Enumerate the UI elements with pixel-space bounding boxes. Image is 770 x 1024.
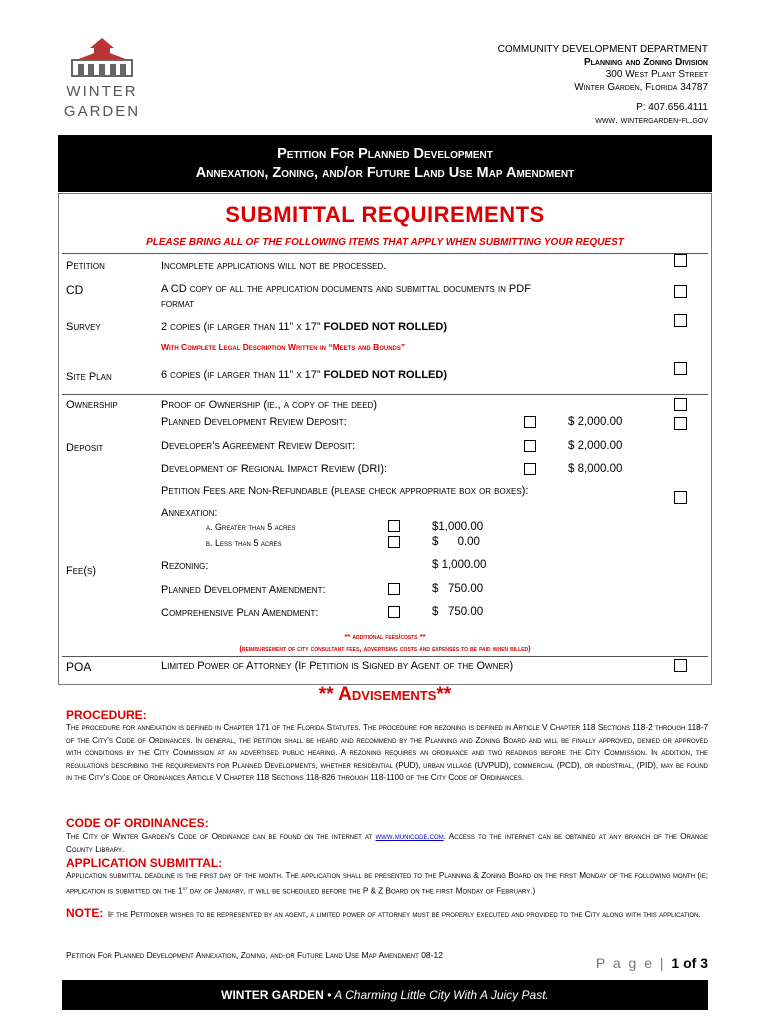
logo-text-2: GARDEN xyxy=(63,103,141,120)
winter-garden-logo xyxy=(62,36,142,126)
poa-text: Limited Power of Attorney (If Petition is Signed by Agent of the Owner) xyxy=(161,660,514,672)
deposit-label: Deposit xyxy=(66,442,104,454)
divider xyxy=(62,253,708,254)
annexation-label: Annexation: xyxy=(161,507,218,519)
dev-agreement-checkbox[interactable] xyxy=(524,440,536,452)
siteplan-text: 6 copies (if larger than 11” x 17” FOLDED NOT ROLLED) xyxy=(161,369,447,381)
submittal-requirements-heading: SUBMITTAL REQUIREMENTS xyxy=(225,202,545,227)
siteplan-label: Site Plan xyxy=(66,371,112,383)
siteplan-checkbox[interactable] xyxy=(674,362,687,375)
procedure-paragraph: The procedure for annexation is defined in Chapter 171 of the Florida Statutes. The procedure for rezoning is defined in Article V Chapter 118 Sections 118-2 through 118-7 of the City's Code of Ordinances. In general, the petition shall be heard and recommend by the Planning and Zoning Board and will be finally approved, denied or approved with conditions by the City Commission at an advertised public hearing. A rezoning requires an ordinance and two readings before the City Commission. In addition, the regulations describing the requirements for Planned Developments, whether residential (PUD), urban village (UVPUD), commercial (PCD), or industrial, (PID), may be found in the City's Code of Ordinances Article V Chapter 118 Sections 118-826 through 118-1100 of the City Code of Ordinances. xyxy=(66,723,708,783)
ownership-label: Ownership xyxy=(66,399,118,411)
street-address: 300 West Plant Street xyxy=(605,69,708,80)
dri-deposit: Development of Regional Impact Review (DRI): xyxy=(161,463,388,475)
footer-document-name: Petition For Planned Development Annexation, Zoning, and-or Future Land Use Map Amendment 08-12 xyxy=(66,950,443,960)
cd-label: CD xyxy=(66,283,84,297)
pd-review-deposit: Planned Development Review Deposit: xyxy=(161,416,347,428)
pd-review-checkbox[interactable] xyxy=(524,416,536,428)
department-address xyxy=(498,44,708,127)
code-of-ordinances-paragraph: The City of Winter Garden's Code of Ordinance can be found on the internet at www.municode.com. Access to the internet can be obtained at any branch of the Orange County Library. xyxy=(66,832,708,854)
fees-label: Fee(s) xyxy=(66,565,97,577)
annex-greater-checkbox[interactable] xyxy=(388,520,400,532)
phone: P: 407.656.4111 xyxy=(636,102,708,113)
pd-amendment-label: Planned Development Amendment: xyxy=(161,584,326,596)
annex-less-amount: $ 0.00 xyxy=(432,536,480,548)
poa-label: POA xyxy=(66,660,92,674)
dev-agreement-deposit: Developer’s Agreement Review Deposit: xyxy=(161,440,356,452)
ownership-text: Proof of Ownership (ie., a copy of the deed) xyxy=(161,399,378,411)
fees-note: Petition Fees are Non-Refundable (please check appropriate box or boxes): xyxy=(161,485,529,497)
survey-text: 2 copies (if larger than 11” x 17” FOLDED NOT ROLLED) xyxy=(161,321,447,333)
municode-link[interactable]: www.municode.com xyxy=(375,832,444,841)
note-heading: NOTE: xyxy=(66,906,104,920)
reimbursement-note: (reimbursement of city consultant fees, advertising costs and expenses to be paid when billed) xyxy=(239,644,531,653)
divider xyxy=(62,656,708,657)
cd-text: A CD copy of all the application documents and submittal documents in PDF xyxy=(161,283,531,295)
pd-amendment-amount: $ 750.00 xyxy=(432,583,484,595)
deposit-checkbox[interactable] xyxy=(674,417,687,430)
rezoning-label: Rezoning: xyxy=(161,560,209,572)
form-title-line1: Petition For Planned Development xyxy=(277,146,493,162)
page-number: P a g e | 1 of 3 xyxy=(595,955,708,971)
website: www. wintergarden-fl.gov xyxy=(595,114,708,126)
petition-text: Incomplete applications will not be processed. xyxy=(161,260,387,272)
survey-note: With Complete Legal Description Written in “Meets and Bounds” xyxy=(161,342,406,352)
poa-checkbox[interactable] xyxy=(674,659,687,672)
pd-amendment-checkbox[interactable] xyxy=(388,583,400,595)
footer-tagline-bar: WINTER GARDEN • A Charming Little City With A Juicy Past. xyxy=(62,980,708,1010)
application-submittal-paragraph: Application submittal deadline is the first day of the month. The application shall be presented to the Planning & Zoning Board on the first Monday of the following month (ie; application is submitted on the 1st day of January, it will be scheduled before the P & Z Board on the first Monday of February.) xyxy=(66,871,708,896)
additional-fees-note: ** additional fees/costs ** xyxy=(344,632,426,641)
pd-review-amount: $ 2,000.00 xyxy=(568,416,623,428)
dev-agreement-amount: $ 2,000.00 xyxy=(568,440,623,452)
comp-plan-amount: $ 750.00 xyxy=(432,606,484,618)
petition-label: Petition xyxy=(66,260,105,272)
rezoning-amount: $ 1,000.00 xyxy=(432,559,487,571)
logo-text-1: WINTER xyxy=(66,83,138,100)
survey-label: Survey xyxy=(66,321,101,333)
division-name: Planning and Zoning Division xyxy=(583,56,708,68)
code-of-ordinances-heading: CODE OF ORDINANCES: xyxy=(66,816,209,830)
advisements-heading: ** Advisements** xyxy=(318,684,452,705)
annex-greater: a. Greater than 5 acres xyxy=(206,522,296,532)
annex-less-checkbox[interactable] xyxy=(388,536,400,548)
annex-less: b. Less than 5 acres xyxy=(206,538,282,548)
divider xyxy=(62,394,708,395)
survey-checkbox[interactable] xyxy=(674,314,687,327)
submittal-subheading: PLEASE BRING ALL OF THE FOLLOWING ITEMS THAT APPLY WHEN SUBMITTING YOUR REQUEST xyxy=(146,237,624,248)
cd-checkbox[interactable] xyxy=(674,285,687,298)
application-submittal-heading: APPLICATION SUBMITTAL: xyxy=(66,856,223,870)
comp-plan-checkbox[interactable] xyxy=(388,606,400,618)
form-title-line2: Annexation, Zoning, and/or Future Land Use Map Amendment xyxy=(195,165,575,181)
annex-greater-amount: $1,000.00 xyxy=(432,521,484,533)
comp-plan-label: Comprehensive Plan Amendment: xyxy=(161,607,319,619)
form-title-bar xyxy=(58,135,712,192)
note-paragraph: NOTE: If the Petitioner wishes to be represented by an agent, a limited power of attorney must be properly executed and provided to the City along with this application. xyxy=(66,906,701,920)
procedure-heading: PROCEDURE: xyxy=(66,708,147,722)
cd-text-2: format xyxy=(161,298,195,310)
dept-name: COMMUNITY DEVELOPMENT DEPARTMENT xyxy=(497,44,708,55)
dri-amount: $ 8,000.00 xyxy=(568,463,623,475)
petition-checkbox[interactable] xyxy=(674,254,687,267)
dri-checkbox[interactable] xyxy=(524,463,536,475)
ownership-checkbox[interactable] xyxy=(674,398,687,411)
city-address: Winter Garden, Florida 34787 xyxy=(574,81,708,93)
fees-checkbox[interactable] xyxy=(674,491,687,504)
